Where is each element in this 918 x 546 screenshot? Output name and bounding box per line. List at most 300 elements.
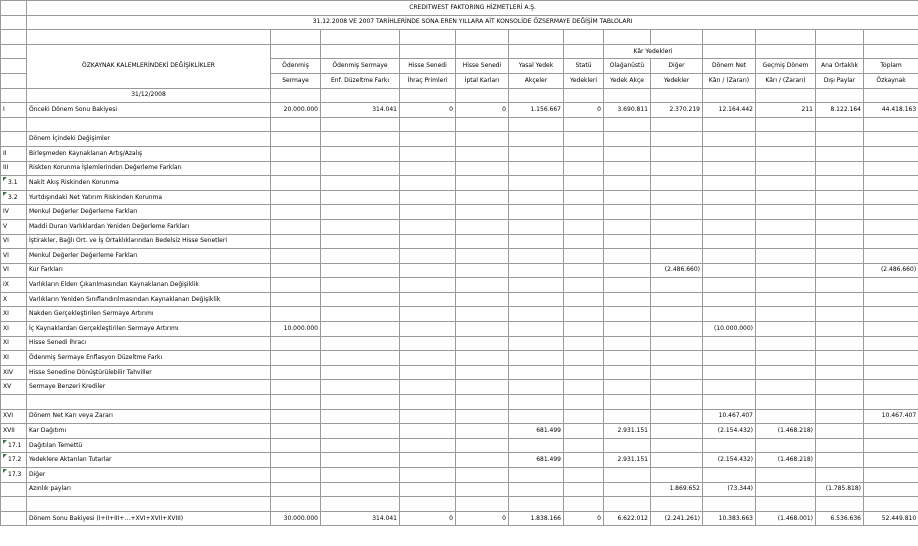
- value-cell[interactable]: [271, 424, 321, 439]
- value-cell[interactable]: [756, 497, 816, 512]
- value-cell[interactable]: [703, 234, 756, 249]
- value-cell[interactable]: [400, 468, 456, 483]
- row-number[interactable]: [1, 205, 27, 220]
- value-cell[interactable]: [456, 438, 509, 453]
- value-cell[interactable]: [816, 307, 864, 322]
- row-label[interactable]: Sermaye Benzeri Krediler: [27, 380, 271, 395]
- value-cell[interactable]: [564, 409, 604, 424]
- value-cell[interactable]: [509, 219, 564, 234]
- value-cell[interactable]: [564, 190, 604, 205]
- period-date[interactable]: 31/12/2008: [27, 88, 271, 103]
- value-cell[interactable]: (10.000.000): [703, 322, 756, 337]
- value-cell[interactable]: [864, 336, 918, 351]
- value-cell[interactable]: [651, 146, 703, 161]
- value-cell[interactable]: [509, 117, 564, 132]
- blank-cell[interactable]: [816, 88, 864, 103]
- row-label[interactable]: Varlıkların Yeniden Sınıflandırılmasından Kaynaklanan Değişiklik: [27, 292, 271, 307]
- value-cell[interactable]: [816, 380, 864, 395]
- value-cell[interactable]: [756, 263, 816, 278]
- company-title[interactable]: CREDITWEST FAKTORING HİZMETLERİ A.Ş.: [27, 1, 918, 16]
- value-cell[interactable]: [509, 497, 564, 512]
- value-cell[interactable]: 30.000.000: [271, 511, 321, 526]
- value-cell[interactable]: [400, 161, 456, 176]
- value-cell[interactable]: [271, 117, 321, 132]
- value-cell[interactable]: [604, 482, 651, 497]
- value-cell[interactable]: [321, 424, 400, 439]
- value-cell[interactable]: [400, 336, 456, 351]
- value-cell[interactable]: [509, 176, 564, 191]
- blank-cell[interactable]: [271, 44, 321, 59]
- value-cell[interactable]: [703, 365, 756, 380]
- value-cell[interactable]: [816, 263, 864, 278]
- row-number[interactable]: [1, 380, 27, 395]
- blank-cell[interactable]: [564, 30, 604, 45]
- value-cell[interactable]: [564, 395, 604, 410]
- value-cell[interactable]: [816, 161, 864, 176]
- column-header-line2[interactable]: Yedekleri: [564, 73, 604, 88]
- value-cell[interactable]: [456, 336, 509, 351]
- value-cell[interactable]: [604, 117, 651, 132]
- value-cell[interactable]: [864, 380, 918, 395]
- blank-cell[interactable]: [756, 44, 816, 59]
- value-cell[interactable]: [864, 497, 918, 512]
- value-cell[interactable]: (1.468.218): [756, 424, 816, 439]
- value-cell[interactable]: [509, 482, 564, 497]
- value-cell[interactable]: [816, 249, 864, 264]
- value-cell[interactable]: [756, 219, 816, 234]
- row-number[interactable]: [1, 511, 27, 526]
- value-cell[interactable]: [400, 307, 456, 322]
- value-cell[interactable]: [271, 409, 321, 424]
- value-cell[interactable]: [400, 497, 456, 512]
- value-cell[interactable]: [400, 146, 456, 161]
- value-cell[interactable]: [321, 292, 400, 307]
- value-cell[interactable]: [816, 438, 864, 453]
- value-cell[interactable]: [756, 132, 816, 147]
- value-cell[interactable]: [509, 190, 564, 205]
- column-header-line2[interactable]: Kârı / (Zararı): [703, 73, 756, 88]
- value-cell[interactable]: [456, 117, 509, 132]
- value-cell[interactable]: [703, 380, 756, 395]
- value-cell[interactable]: 1.838.166: [509, 511, 564, 526]
- blank-cell[interactable]: [703, 88, 756, 103]
- value-cell[interactable]: [756, 351, 816, 366]
- value-cell[interactable]: [703, 161, 756, 176]
- value-cell[interactable]: [400, 292, 456, 307]
- row-label[interactable]: Maddi Duran Varlıklardan Yeniden Değerleme Farkları: [27, 219, 271, 234]
- value-cell[interactable]: [651, 336, 703, 351]
- value-cell[interactable]: [703, 249, 756, 264]
- value-cell[interactable]: [604, 205, 651, 220]
- value-cell[interactable]: [816, 176, 864, 191]
- value-cell[interactable]: [400, 380, 456, 395]
- value-cell[interactable]: [604, 190, 651, 205]
- column-header-line1[interactable]: Diğer: [651, 59, 703, 74]
- value-cell[interactable]: (1.468.001): [756, 511, 816, 526]
- value-cell[interactable]: [271, 351, 321, 366]
- blank-cell[interactable]: [816, 44, 864, 59]
- column-header-line2[interactable]: Enf. Düzeltme Farkı: [321, 73, 400, 88]
- value-cell[interactable]: [509, 409, 564, 424]
- value-cell[interactable]: (2.154.432): [703, 424, 756, 439]
- value-cell[interactable]: (2.154.432): [703, 453, 756, 468]
- row-label[interactable]: Ödenmiş Sermaye Enflasyon Düzeltme Farkı: [27, 351, 271, 366]
- value-cell[interactable]: [756, 176, 816, 191]
- blank-cell[interactable]: [509, 88, 564, 103]
- value-cell[interactable]: [400, 351, 456, 366]
- value-cell[interactable]: [816, 117, 864, 132]
- value-cell[interactable]: [271, 468, 321, 483]
- value-cell[interactable]: [864, 132, 918, 147]
- value-cell[interactable]: 52.449.810: [864, 511, 918, 526]
- row-label[interactable]: Diğer: [27, 468, 271, 483]
- value-cell[interactable]: [271, 365, 321, 380]
- value-cell[interactable]: [864, 249, 918, 264]
- value-cell[interactable]: [651, 409, 703, 424]
- value-cell[interactable]: 681.499: [509, 424, 564, 439]
- value-cell[interactable]: [456, 146, 509, 161]
- blank-cell[interactable]: [564, 44, 604, 59]
- value-cell[interactable]: [456, 219, 509, 234]
- value-cell[interactable]: [756, 336, 816, 351]
- value-cell[interactable]: [509, 292, 564, 307]
- value-cell[interactable]: [564, 176, 604, 191]
- value-cell[interactable]: [816, 424, 864, 439]
- value-cell[interactable]: [321, 322, 400, 337]
- value-cell[interactable]: [271, 190, 321, 205]
- value-cell[interactable]: [509, 380, 564, 395]
- value-cell[interactable]: [703, 278, 756, 293]
- blank-cell[interactable]: [604, 88, 651, 103]
- row-label[interactable]: Yedeklere Aktarılan Tutarlar: [27, 453, 271, 468]
- row-label[interactable]: Nakit Akış Riskinden Korunma: [27, 176, 271, 191]
- value-cell[interactable]: [321, 117, 400, 132]
- value-cell[interactable]: [604, 146, 651, 161]
- value-cell[interactable]: [703, 263, 756, 278]
- value-cell[interactable]: [456, 263, 509, 278]
- row-label[interactable]: Nakden Gerçekleştirilen Sermaye Artırımı: [27, 307, 271, 322]
- value-cell[interactable]: [651, 453, 703, 468]
- blank-cell[interactable]: [1, 1, 27, 16]
- value-cell[interactable]: [816, 278, 864, 293]
- column-header-line1[interactable]: Ödenmiş: [271, 59, 321, 74]
- value-cell[interactable]: 211: [756, 103, 816, 118]
- value-cell[interactable]: [456, 380, 509, 395]
- value-cell[interactable]: [651, 468, 703, 483]
- value-cell[interactable]: [864, 146, 918, 161]
- value-cell[interactable]: [321, 146, 400, 161]
- value-cell[interactable]: [400, 438, 456, 453]
- value-cell[interactable]: [271, 176, 321, 191]
- value-cell[interactable]: [321, 438, 400, 453]
- value-cell[interactable]: [564, 249, 604, 264]
- value-cell[interactable]: [816, 497, 864, 512]
- value-cell[interactable]: [604, 380, 651, 395]
- value-cell[interactable]: 2.931.151: [604, 453, 651, 468]
- value-cell[interactable]: [756, 190, 816, 205]
- value-cell[interactable]: [816, 146, 864, 161]
- row-number[interactable]: [1, 482, 27, 497]
- value-cell[interactable]: [564, 438, 604, 453]
- blank-cell[interactable]: [756, 30, 816, 45]
- value-cell[interactable]: [321, 497, 400, 512]
- value-cell[interactable]: [816, 205, 864, 220]
- value-cell[interactable]: [864, 322, 918, 337]
- value-cell[interactable]: [651, 322, 703, 337]
- value-cell[interactable]: [321, 453, 400, 468]
- row-label[interactable]: Hisse Senedine Dönüştürülebilir Tahviller: [27, 365, 271, 380]
- value-cell[interactable]: [564, 219, 604, 234]
- value-cell[interactable]: [400, 234, 456, 249]
- value-cell[interactable]: [864, 482, 918, 497]
- value-cell[interactable]: [564, 161, 604, 176]
- value-cell[interactable]: [864, 395, 918, 410]
- value-cell[interactable]: [400, 322, 456, 337]
- row-number[interactable]: [1, 146, 27, 161]
- value-cell[interactable]: [864, 205, 918, 220]
- value-cell[interactable]: 6.622.012: [604, 511, 651, 526]
- value-cell[interactable]: [321, 234, 400, 249]
- value-cell[interactable]: [400, 117, 456, 132]
- row-number[interactable]: [1, 424, 27, 439]
- value-cell[interactable]: [816, 365, 864, 380]
- blank-cell[interactable]: [321, 88, 400, 103]
- value-cell[interactable]: [564, 468, 604, 483]
- value-cell[interactable]: [864, 292, 918, 307]
- value-cell[interactable]: [564, 336, 604, 351]
- row-number[interactable]: [1, 365, 27, 380]
- value-cell[interactable]: [703, 336, 756, 351]
- row-label[interactable]: Kar Dağıtımı: [27, 424, 271, 439]
- value-cell[interactable]: [564, 146, 604, 161]
- value-cell[interactable]: [756, 322, 816, 337]
- value-cell[interactable]: [456, 278, 509, 293]
- value-cell[interactable]: [271, 438, 321, 453]
- value-cell[interactable]: 314.041: [321, 511, 400, 526]
- value-cell[interactable]: [564, 365, 604, 380]
- value-cell[interactable]: [604, 161, 651, 176]
- column-header-line2[interactable]: Akçeler: [509, 73, 564, 88]
- value-cell[interactable]: [604, 249, 651, 264]
- value-cell[interactable]: [321, 351, 400, 366]
- value-cell[interactable]: [271, 234, 321, 249]
- value-cell[interactable]: [816, 351, 864, 366]
- value-cell[interactable]: [864, 234, 918, 249]
- value-cell[interactable]: (2.486.660): [864, 263, 918, 278]
- value-cell[interactable]: [703, 351, 756, 366]
- value-cell[interactable]: 12.164.442: [703, 103, 756, 118]
- value-cell[interactable]: [321, 190, 400, 205]
- blank-cell[interactable]: [1, 59, 27, 74]
- row-number[interactable]: [1, 351, 27, 366]
- report-subtitle[interactable]: 31.12.2008 VE 2007 TARİHLERİNDE SONA EREN YILLARA AİT KONSOLİDE ÖZSERMAYE DEĞİŞİM TABLOLARI: [27, 15, 918, 30]
- blank-cell[interactable]: [271, 30, 321, 45]
- row-number[interactable]: [1, 263, 27, 278]
- value-cell[interactable]: [651, 161, 703, 176]
- value-cell[interactable]: [604, 322, 651, 337]
- row-number[interactable]: [1, 190, 27, 205]
- value-cell[interactable]: [816, 190, 864, 205]
- value-cell[interactable]: [456, 307, 509, 322]
- value-cell[interactable]: [651, 278, 703, 293]
- blank-cell[interactable]: [864, 30, 918, 45]
- row-label[interactable]: Azınlık payları: [27, 482, 271, 497]
- value-cell[interactable]: [604, 409, 651, 424]
- description-header[interactable]: ÖZKAYNAK KALEMLERİNDEKİ DEĞİŞİKLİKLER: [27, 44, 271, 88]
- blank-cell[interactable]: [400, 88, 456, 103]
- value-cell[interactable]: [456, 424, 509, 439]
- value-cell[interactable]: [756, 278, 816, 293]
- blank-cell[interactable]: [456, 88, 509, 103]
- value-cell[interactable]: [651, 234, 703, 249]
- blank-cell[interactable]: [816, 30, 864, 45]
- value-cell[interactable]: [509, 205, 564, 220]
- value-cell[interactable]: [703, 468, 756, 483]
- profit-reserves-group-header[interactable]: Kâr Yedekleri: [604, 44, 703, 59]
- value-cell[interactable]: [564, 453, 604, 468]
- blank-cell[interactable]: [604, 30, 651, 45]
- value-cell[interactable]: [816, 409, 864, 424]
- row-number[interactable]: [1, 161, 27, 176]
- column-header-line1[interactable]: Geçmiş Dönem: [756, 59, 816, 74]
- value-cell[interactable]: [400, 365, 456, 380]
- value-cell[interactable]: [864, 190, 918, 205]
- value-cell[interactable]: [271, 161, 321, 176]
- value-cell[interactable]: [756, 292, 816, 307]
- column-header-line1[interactable]: Hisse Senedi: [456, 59, 509, 74]
- value-cell[interactable]: [456, 132, 509, 147]
- row-label[interactable]: Menkul Değerler Değerleme Farkları: [27, 249, 271, 264]
- value-cell[interactable]: [651, 395, 703, 410]
- blank-cell[interactable]: [509, 30, 564, 45]
- value-cell[interactable]: [564, 482, 604, 497]
- value-cell[interactable]: [400, 249, 456, 264]
- value-cell[interactable]: [651, 424, 703, 439]
- value-cell[interactable]: [456, 453, 509, 468]
- value-cell[interactable]: [756, 205, 816, 220]
- value-cell[interactable]: [400, 278, 456, 293]
- row-number[interactable]: [1, 307, 27, 322]
- value-cell[interactable]: [271, 132, 321, 147]
- column-header-line2[interactable]: Sermaye: [271, 73, 321, 88]
- value-cell[interactable]: [321, 336, 400, 351]
- value-cell[interactable]: 6.536.636: [816, 511, 864, 526]
- value-cell[interactable]: [400, 176, 456, 191]
- value-cell[interactable]: [651, 307, 703, 322]
- value-cell[interactable]: [456, 190, 509, 205]
- value-cell[interactable]: [456, 468, 509, 483]
- row-number[interactable]: [1, 395, 27, 410]
- value-cell[interactable]: [509, 438, 564, 453]
- blank-cell[interactable]: [321, 30, 400, 45]
- value-cell[interactable]: [564, 322, 604, 337]
- value-cell[interactable]: [604, 132, 651, 147]
- row-number[interactable]: [1, 249, 27, 264]
- value-cell[interactable]: [651, 365, 703, 380]
- value-cell[interactable]: [604, 351, 651, 366]
- value-cell[interactable]: [703, 219, 756, 234]
- value-cell[interactable]: [400, 132, 456, 147]
- value-cell[interactable]: [509, 322, 564, 337]
- value-cell[interactable]: [400, 424, 456, 439]
- row-label[interactable]: Dönem Net Karı veya Zararı: [27, 409, 271, 424]
- value-cell[interactable]: [864, 424, 918, 439]
- value-cell[interactable]: [509, 365, 564, 380]
- value-cell[interactable]: 2.931.151: [604, 424, 651, 439]
- value-cell[interactable]: 1.869.652: [651, 482, 703, 497]
- row-number[interactable]: [1, 219, 27, 234]
- value-cell[interactable]: 3.690.811: [604, 103, 651, 118]
- value-cell[interactable]: [509, 234, 564, 249]
- value-cell[interactable]: [509, 278, 564, 293]
- column-header-line1[interactable]: Toplam: [864, 59, 918, 74]
- value-cell[interactable]: [456, 395, 509, 410]
- row-label[interactable]: Riskten Korunma İşlemlerinden Değerleme Farkları: [27, 161, 271, 176]
- row-label[interactable]: Önceki Dönem Sonu Bakiyesi: [27, 103, 271, 118]
- blank-cell[interactable]: [27, 30, 271, 45]
- value-cell[interactable]: [321, 205, 400, 220]
- row-label[interactable]: Birleşmeden Kaynaklanan Artış/Azalış: [27, 146, 271, 161]
- row-number[interactable]: [1, 409, 27, 424]
- row-label[interactable]: [27, 395, 271, 410]
- value-cell[interactable]: [703, 132, 756, 147]
- value-cell[interactable]: [564, 497, 604, 512]
- value-cell[interactable]: [321, 482, 400, 497]
- value-cell[interactable]: [456, 234, 509, 249]
- value-cell[interactable]: [756, 482, 816, 497]
- column-header-line1[interactable]: Hisse Senedi: [400, 59, 456, 74]
- value-cell[interactable]: [604, 219, 651, 234]
- value-cell[interactable]: [864, 161, 918, 176]
- value-cell[interactable]: [756, 409, 816, 424]
- value-cell[interactable]: [456, 497, 509, 512]
- value-cell[interactable]: 8.122.164: [816, 103, 864, 118]
- blank-cell[interactable]: [509, 44, 564, 59]
- value-cell[interactable]: [564, 205, 604, 220]
- value-cell[interactable]: 2.370.219: [651, 103, 703, 118]
- value-cell[interactable]: [564, 278, 604, 293]
- blank-cell[interactable]: [1, 30, 27, 45]
- value-cell[interactable]: [509, 336, 564, 351]
- value-cell[interactable]: [864, 438, 918, 453]
- value-cell[interactable]: [321, 380, 400, 395]
- value-cell[interactable]: [703, 146, 756, 161]
- value-cell[interactable]: [564, 307, 604, 322]
- value-cell[interactable]: [400, 409, 456, 424]
- value-cell[interactable]: [509, 468, 564, 483]
- value-cell[interactable]: [756, 307, 816, 322]
- column-header-line2[interactable]: Yedek Akçe: [604, 73, 651, 88]
- value-cell[interactable]: 10.383.663: [703, 511, 756, 526]
- value-cell[interactable]: [456, 351, 509, 366]
- row-label[interactable]: İç Kaynaklardan Gerçekleştirilen Sermaye Artırımı: [27, 322, 271, 337]
- value-cell[interactable]: (1.785.818): [816, 482, 864, 497]
- value-cell[interactable]: [456, 292, 509, 307]
- value-cell[interactable]: [321, 307, 400, 322]
- value-cell[interactable]: [400, 395, 456, 410]
- row-number[interactable]: [1, 438, 27, 453]
- value-cell[interactable]: [651, 497, 703, 512]
- row-label[interactable]: Varlıkların Elden Çıkarılmasından Kaynaklanan Değişiklik: [27, 278, 271, 293]
- value-cell[interactable]: [271, 380, 321, 395]
- column-header-line1[interactable]: Dönem Net: [703, 59, 756, 74]
- value-cell[interactable]: [271, 146, 321, 161]
- value-cell[interactable]: (73.344): [703, 482, 756, 497]
- column-header-line2[interactable]: Kârı / (Zararı): [756, 73, 816, 88]
- blank-cell[interactable]: [400, 30, 456, 45]
- value-cell[interactable]: [564, 424, 604, 439]
- blank-cell[interactable]: [1, 44, 27, 59]
